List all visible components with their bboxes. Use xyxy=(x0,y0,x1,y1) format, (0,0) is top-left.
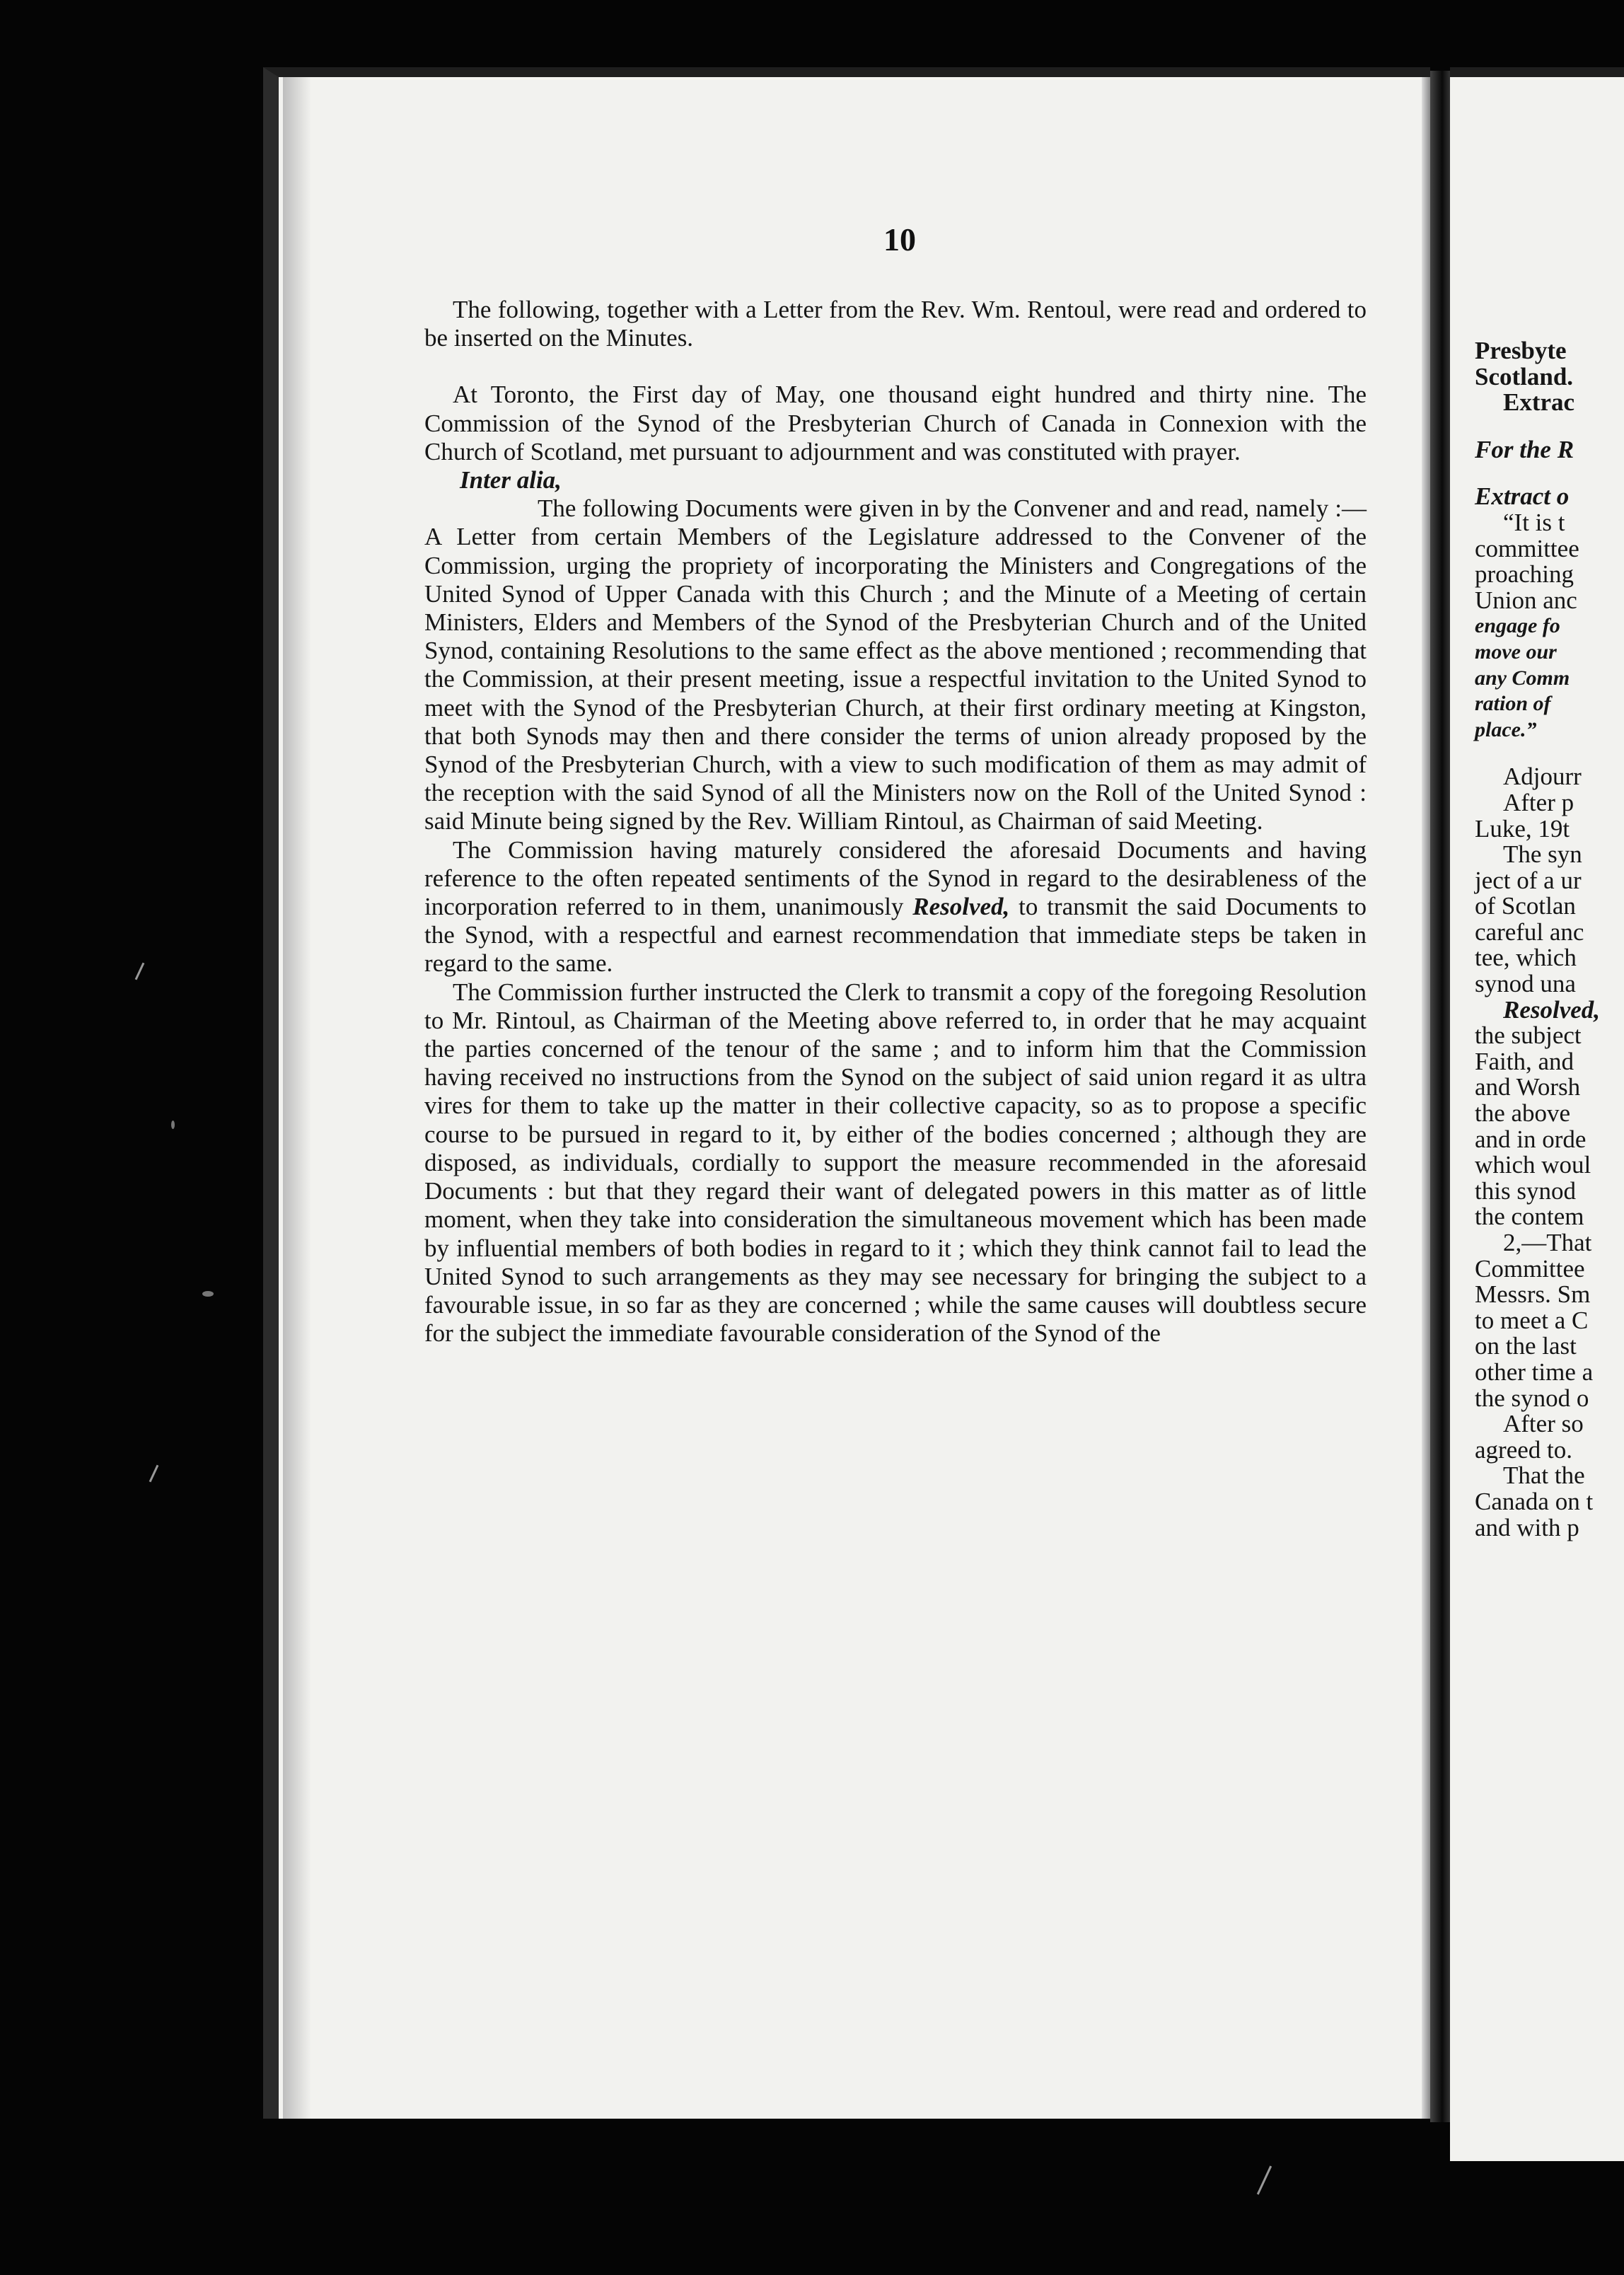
main-text-body xyxy=(424,296,1367,1348)
right-line: on the last xyxy=(1475,1332,1577,1360)
right-line: this synod xyxy=(1475,1176,1576,1205)
right-line: Resolved, xyxy=(1503,995,1601,1024)
right-spacer xyxy=(1475,743,1624,764)
page-number: 10 xyxy=(883,221,916,257)
right-line: engage fo xyxy=(1475,614,1560,638)
right-line: to meet a C xyxy=(1475,1306,1589,1334)
right-line: Faith, and xyxy=(1475,1047,1574,1075)
right-spacer xyxy=(1475,463,1624,484)
right-line: Luke, 19t xyxy=(1475,814,1570,843)
scan-mark xyxy=(1257,2165,1272,2194)
right-line: After p xyxy=(1503,788,1574,816)
right-line: committee xyxy=(1475,534,1579,562)
paragraph-documents: The following Documents were given in by the Convener and and read, namely :—A Letter from certain Members of the Legislature addressed to the Convener of the Commission, urging the propriety of incorporating the Ministers and Congregations of the United Synod of Upper Canada with this Church ; and the Minute of a Meeting of certain Ministers, Elders and Members of the Synod of the Presbyterian Church and of the United Synod, containing Resolutions to the same effect as the above mentioned ; recommending that the Commission, at their present meeting, issue a respectful invitation to the United Synod to meet with the Synod of the Presbyterian Church, at their first ordinary meeting at Kingston, that both Synods may then and there consider the terms of union already proposed by the Synod of the Presbyterian Church, with a view to such modification of them as may admit of the reception with the said Synod of all the Ministers now on the Roll of the United Synod : said Minute being signed by the Rev. William Rintoul, as Chairman of said Meeting. xyxy=(424,494,1367,835)
right-line: the synod o xyxy=(1475,1384,1589,1412)
right-line: Messrs. Sm xyxy=(1475,1280,1591,1309)
right-line: any Comm xyxy=(1475,666,1570,690)
right-line: Extract o xyxy=(1475,482,1570,511)
right-line: Union anc xyxy=(1475,586,1577,614)
paragraph-commission-resolved xyxy=(424,836,1367,978)
right-line: and with p xyxy=(1475,1513,1579,1541)
right-line: which woul xyxy=(1475,1151,1591,1179)
resolved-label: Resolved, xyxy=(912,893,1010,921)
right-line: the subject xyxy=(1475,1021,1582,1050)
inter-alia-line xyxy=(424,466,1367,494)
right-line: After so xyxy=(1503,1410,1584,1438)
right-line: of Scotlan xyxy=(1475,892,1576,920)
paragraph-clerk-instructions: The Commission further instructed the Clerk to transmit a copy of the foregoing Resolution to Mr. Rintoul, as Chairman of the Meeting above referred to, in order that he may acquaint the parties concerned of the tenour of the same ; and to inform him that the Commission having received no instructions from the Synod on the subject of said union regard it as ultra vires for them to take up the matter in their collective capacity, so as to propose a specific course to be pursued in regard to it, by either of the bodies concerned ; although they are disposed, as individuals, cordially to support the measure recommended in the aforesaid Documents : but that they regard their want of delegated powers in this matter as of little moment, when they take into consideration the simultaneous movement which has been made by influential members of both bodies in regard to it ; which they think cannot fail to lead the United Synod to such arrangements as they may see necessary for bringing the subject to a favourable issue, in so far as they are concerned ; while the same causes will doubtless secure for the subject the immediate favourable consideration of the Synod of the xyxy=(424,978,1367,1348)
right-line: Extrac xyxy=(1503,388,1575,417)
right-line: other time a xyxy=(1475,1358,1594,1386)
paragraph-toronto: At Toronto, the First day of May, one thousand eight hundred and thirty nine. The Commission of the Synod of the Presbyterian Church of Canada in Connexion with the Church of Scotland, met pursuant to adjournment and was constituted with prayer. xyxy=(424,381,1367,465)
right-line: Presbyte xyxy=(1475,337,1567,364)
right-line: proaching xyxy=(1475,560,1574,589)
right-line: Committee xyxy=(1475,1254,1585,1283)
right-line: “It is t xyxy=(1503,508,1565,536)
right-page-text xyxy=(1475,338,1624,1541)
right-line: careful anc xyxy=(1475,917,1584,946)
inter-alia-label: Inter alia, xyxy=(460,466,562,494)
right-line: That the xyxy=(1503,1461,1585,1490)
right-line: synod una xyxy=(1475,970,1576,998)
right-line: ject of a ur xyxy=(1475,866,1582,894)
right-line: and Worsh xyxy=(1475,1073,1581,1101)
resolution-text-b: to transmit the said Documents to the Synod, with a respectful and earnest recommendation that immediate steps be taken in regard to the same. xyxy=(424,893,1367,978)
scan-speck xyxy=(202,1291,214,1297)
right-line: ration of xyxy=(1475,692,1551,716)
scan-mark xyxy=(149,1465,159,1483)
right-line: For the R xyxy=(1475,435,1574,463)
right-line: the contem xyxy=(1475,1203,1584,1231)
right-line: place.” xyxy=(1475,717,1537,741)
right-line: move our xyxy=(1475,639,1557,664)
right-line: Adjourr xyxy=(1503,763,1582,791)
right-line: Canada on t xyxy=(1475,1487,1594,1515)
resolution-text-a: The Commission having maturely considered the aforesaid Documents and having reference to the often repeated sentiments of the Synod in regard to the desirableness of the incorporation referred to in them, unanimously xyxy=(424,835,1367,921)
right-line: the above xyxy=(1475,1099,1571,1128)
right-line: The syn xyxy=(1503,840,1582,869)
right-line: Scotland. xyxy=(1475,362,1574,390)
right-spacer xyxy=(1475,416,1624,437)
scan-mark xyxy=(135,963,145,980)
right-line: tee, which xyxy=(1475,944,1577,972)
right-line: agreed to. xyxy=(1475,1435,1572,1464)
book-gutter xyxy=(1430,71,1450,2122)
right-line: and in orde xyxy=(1475,1125,1587,1153)
scan-speck xyxy=(171,1121,175,1129)
paragraph-intro: The following, together with a Letter from the Rev. Wm. Rentoul, were read and ordered to be inserted on the Minutes. xyxy=(424,296,1367,352)
right-line: 2,—That xyxy=(1503,1229,1592,1256)
